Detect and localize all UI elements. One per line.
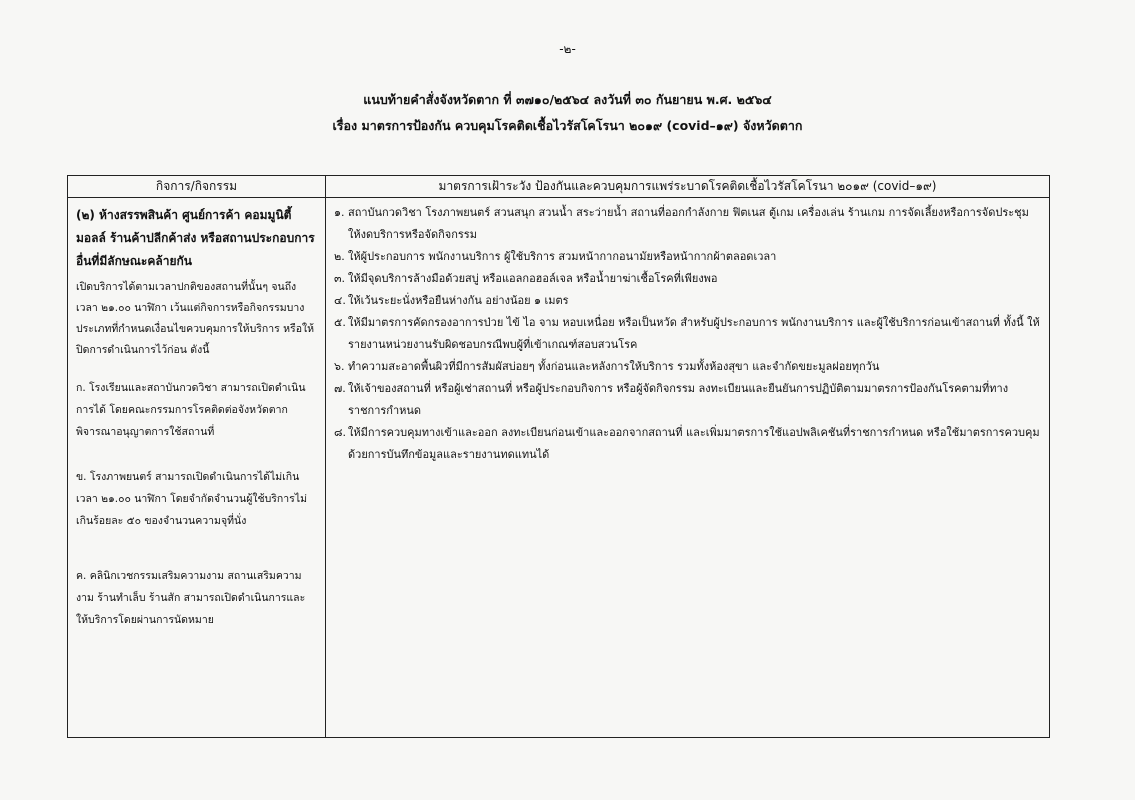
measure-number: ๘. xyxy=(334,426,346,439)
measure-item xyxy=(334,422,1041,466)
measure-number: ๓. xyxy=(334,272,346,285)
measure-number: ๔. xyxy=(334,294,346,307)
document-subject: เรื่อง มาตรการป้องกัน ควบคุมโรคติดเชื้อไวรัสโคโรนา ๒๐๑๙ (covid–๑๙) จังหวัดตาก xyxy=(332,118,803,133)
sub-item-c: ค. คลินิกเวชกรรมเสริมความงาม สถานเสริมความงาม ร้านทำเล็บ ร้านสัก สามารถเปิดดำเนินการและให้บริการโดยผ่านการนัดหมาย xyxy=(76,570,306,626)
measure-text: ให้มีจุดบริการล้างมือด้วยสบู่ หรือแอลกอฮอล์เจล หรือน้ำยาฆ่าเชื้อโรคที่เพียงพอ xyxy=(348,272,718,285)
activity-column-header: กิจการ/กิจกรรม xyxy=(68,176,326,198)
measure-number: ๕. xyxy=(334,316,346,329)
measure-text: ให้มีมาตรการคัดกรองอาการป่วย ไข้ ไอ จาม หอบเหนื่อย หรือเป็นหวัด สำหรับผู้ประกอบการ พนักงานบริการ และผู้ใช้บริการก่อนเข้าสถานที่ ทั้งนี้ ให้รายงานหน่วยงานรับผิดชอบกรณีพบผู้ที่เข้าเกณฑ์สอบสวนโรค xyxy=(348,316,1040,351)
sub-item-b: ข. โรงภาพยนตร์ สามารถเปิดดำเนินการได้ไม่เกินเวลา ๒๑.๐๐ นาฬิกา โดยจำกัดจำนวนผู้ใช้บริการไม่เกินร้อยละ ๕๐ ของจำนวนความจุที่นั่ง xyxy=(76,471,308,527)
document-title: แนบท้ายคำสั่งจังหวัดตาก ที่ ๓๗๑๐/๒๕๖๔ ลงวันที่ ๓๐ กันยายน พ.ศ. ๒๕๖๔ xyxy=(363,92,772,107)
measures-table xyxy=(67,175,1050,738)
measure-number: ๑. xyxy=(334,206,345,219)
measure-text: ให้ผู้ประกอบการ พนักงานบริการ ผู้ใช้บริการ สวมหน้ากากอนามัยหรือหน้ากากผ้าตลอดเวลา xyxy=(348,250,777,263)
measure-item xyxy=(334,356,1041,378)
measure-number: ๒. xyxy=(334,250,345,263)
activity-cell xyxy=(68,198,326,738)
measure-item xyxy=(334,246,1041,268)
measure-text: ให้มีการควบคุมทางเข้าและออก ลงทะเบียนก่อนเข้าและออกจากสถานที่ และเพิ่มมาตรการใช้แอปพลิเคชันที่ราชการกำหนด หรือใช้มาตรการควบคุมด้วยการบันทึกข้อมูลและรายงานทดแทนได้ xyxy=(348,426,1040,461)
page-number: -๒- xyxy=(559,42,576,56)
measure-item xyxy=(334,378,1041,422)
measure-number: ๗. xyxy=(334,382,346,395)
measure-number: ๖. xyxy=(334,360,345,373)
measure-item xyxy=(334,290,1041,312)
measure-text: สถาบันกวดวิชา โรงภาพยนตร์ สวนสนุก สวนน้ำ สระว่ายน้ำ สถานที่ออกกำลังกาย ฟิตเนส ตู้เกม เครื่องเล่น ร้านเกม การจัดเลี้ยงหรือการจัดประชุม ให้งดบริการหรือจัดกิจกรรม xyxy=(348,206,1029,241)
measure-item xyxy=(334,312,1041,356)
measure-text: ให้เว้นระยะนั่งหรือยืนห่างกัน อย่างน้อย ๑ เมตร xyxy=(348,294,569,307)
measure-text: ทำความสะอาดพื้นผิวที่มีการสัมผัสบ่อยๆ ทั้งก่อนและหลังการให้บริการ รวมทั้งห้องสุขา และจำกัดขยะมูลฝอยทุกวัน xyxy=(348,360,880,373)
table-header-row xyxy=(68,176,1050,198)
measures-column-header: มาตรการเฝ้าระวัง ป้องกันและควบคุมการแพร่ระบาดโรคติดเชื้อไวรัสโคโรนา ๒๐๑๙ (covid–๑๙) xyxy=(326,176,1050,198)
measures-cell xyxy=(326,198,1050,738)
measure-item xyxy=(334,268,1041,290)
measure-text: ให้เจ้าของสถานที่ หรือผู้เช่าสถานที่ หรือผู้ประกอบกิจการ หรือผู้จัดกิจกรรม ลงทะเบียนและยืนยันการปฏิบัติตามมาตรการป้องกันโรคตามที่ทางราชการกำหนด xyxy=(348,382,1009,417)
activity-description: เปิดบริการได้ตามเวลาปกติของสถานที่นั้นๆ จนถึงเวลา ๒๑.๐๐ นาฬิกา เว้นแต่กิจการหรือกิจกรรมบางประเภทที่กำหนดเงื่อนไขควบคุมการให้บริการ หรือให้ปิดการดำเนินการไว้ก่อน ดังนี้ xyxy=(76,281,315,356)
table-row xyxy=(68,198,1050,738)
sub-item-a: ก. โรงเรียนและสถาบันกวดวิชา สามารถเปิดดำเนินการได้ โดยคณะกรรมการโรคติดต่อจังหวัดตากพิจารณาอนุญาตการใช้สถานที่ xyxy=(76,382,306,438)
activity-heading: (๒) ห้างสรรพสินค้า ศูนย์การค้า คอมมูนิตี้มอลล์ ร้านค้าปลีกค้าส่ง หรือสถานประกอบการอื่นที่มีลักษณะคล้ายกัน xyxy=(76,208,315,268)
measure-item xyxy=(334,202,1041,246)
